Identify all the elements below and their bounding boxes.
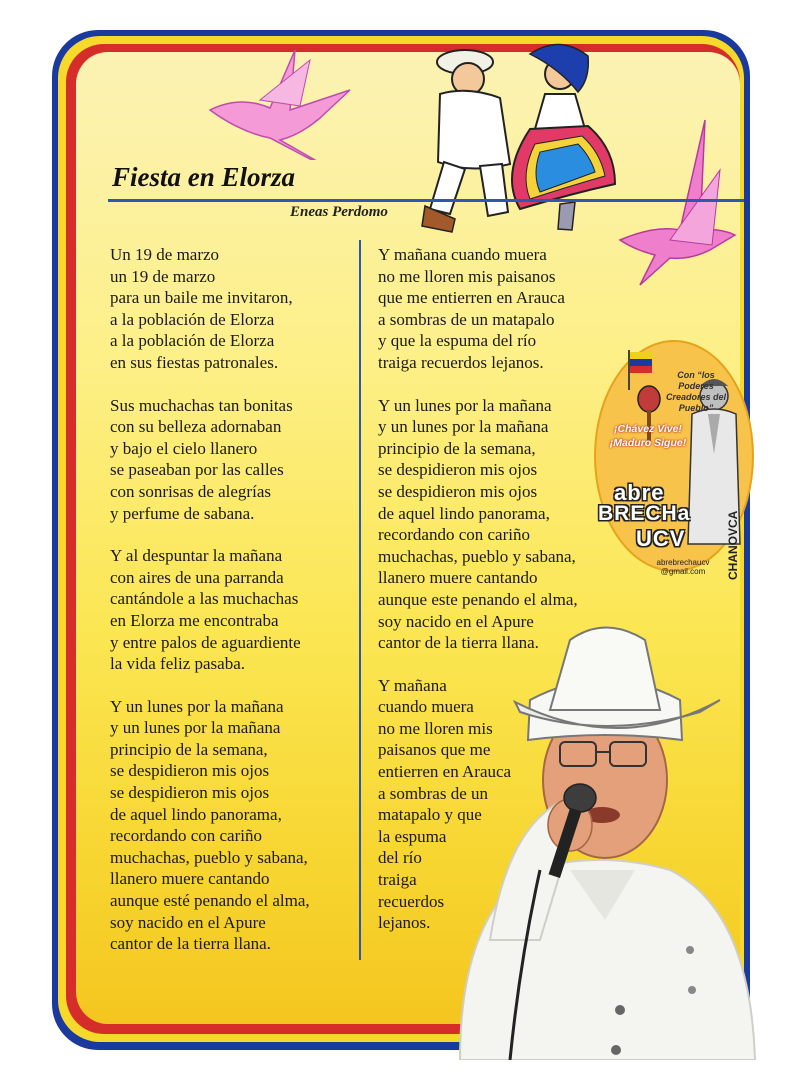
poem-line: se despidieron mis ojos: [110, 783, 270, 803]
stanza: [378, 395, 618, 654]
poem-line: no me lloren mis: [378, 718, 493, 738]
poem-line: un 19 de marzo: [110, 266, 216, 286]
stanza: [378, 244, 618, 374]
poem-line: matapalo y que: [378, 805, 482, 825]
poem-line: cantor de la tierra llana.: [110, 934, 271, 954]
poem-line: en Elorza me encontraba: [110, 610, 279, 630]
poem-line: a sombras de un: [378, 783, 489, 803]
poem-line: muchachas, pueblo y sabana,: [110, 847, 308, 867]
poem-line: principio de la semana,: [378, 438, 536, 458]
pink-bird-icon: [200, 40, 370, 160]
poem-line: la espuma: [378, 826, 447, 846]
poem-line: se despidieron mis ojos: [110, 761, 270, 781]
poem-line: principio de la semana,: [110, 739, 268, 759]
poem-line: y bajo el cielo llanero: [110, 438, 258, 458]
singer-photo: [420, 620, 760, 1060]
poem-line: con su belleza adornaban: [110, 417, 282, 437]
badge-slogan-2: ¡Maduro Sigue!: [609, 437, 687, 449]
badge-logo-abre: abre: [614, 480, 665, 505]
badge-email-user: abrebrechaucv: [656, 558, 710, 567]
badge-slogans: [600, 422, 696, 450]
poem-line: y un lunes por la mañana: [110, 718, 281, 738]
poem-line: Y al despuntar la mañana: [110, 546, 283, 566]
badge-email: [628, 558, 738, 576]
poem-line: muchachas, pueblo y sabana,: [378, 546, 576, 566]
poem-line: la vida feliz pasaba.: [110, 654, 245, 674]
poem-column-left: [110, 244, 360, 976]
poem-title: Fiesta en Elorza: [112, 162, 296, 192]
poem-line: soy nacido en el Apure: [378, 611, 534, 631]
poem-line: a la población de Elorza: [110, 309, 275, 329]
badge-tagline: Con “los Poderes Creadores del Pueblo”: [665, 370, 727, 413]
poem-line: a la población de Elorza: [110, 331, 275, 351]
badge-email-domain: @gmail.com: [660, 567, 706, 576]
poem-line: traiga: [378, 870, 417, 890]
poem-line: con aires de una parranda: [110, 567, 284, 587]
poem-line: cantándole a las muchachas: [110, 589, 299, 609]
poem-line: cuando muera: [378, 697, 474, 717]
poem-line: no me lloren mis paisanos: [378, 266, 556, 286]
badge-logo-brecha: BRECHa: [598, 502, 691, 525]
stanza: [110, 244, 360, 374]
poem-line: que me entierren en Arauca: [378, 288, 565, 308]
dancing-couple-illustration: [410, 34, 640, 234]
poem-line: entierren en Arauca: [378, 762, 512, 782]
poem-line: aunque esté penando el alma,: [110, 891, 310, 911]
stanza: [110, 395, 360, 525]
badge-slogan-1: ¡Chávez Vive!: [614, 423, 682, 435]
poem-line: y que la espuma del río: [378, 331, 537, 351]
poem-line: soy nacido en el Apure: [110, 912, 266, 932]
poem-line: para un baile me invitaron,: [110, 288, 293, 308]
stanza: [110, 696, 360, 955]
poem-line: aunque este penando el alma,: [378, 589, 578, 609]
poem-line: traiga recuerdos lejanos.: [378, 352, 544, 372]
poem-line: Sus muchachas tan bonitas: [110, 395, 293, 415]
poem-line: Y mañana: [378, 675, 447, 695]
poem-line: Y un lunes por la mañana: [378, 395, 552, 415]
poem-line: llanero muere cantando: [378, 568, 538, 588]
poem-line: Y un lunes por la mañana: [110, 696, 284, 716]
poem-line: se despidieron mis ojos: [378, 460, 538, 480]
poem-line: recordando con cariño: [110, 826, 262, 846]
poem-line: en sus fiestas patronales.: [110, 352, 279, 372]
poem-line: y perfume de sabana.: [110, 503, 255, 523]
poem-line: se paseaban por las calles: [110, 460, 284, 480]
poem-author: Eneas Perdomo: [290, 204, 388, 220]
poem-line: de aquel lindo panorama,: [378, 503, 550, 523]
poem-line: y entre palos de aguardiente: [110, 632, 301, 652]
poem-line: del río: [378, 848, 422, 868]
poem-line: se despidieron mis ojos: [378, 481, 538, 501]
poem-line: lejanos.: [378, 913, 431, 933]
vertical-credit: CHANOVCA: [726, 510, 740, 580]
poem-line: y un lunes por la mañana: [378, 417, 549, 437]
poem-line: Un 19 de marzo: [110, 245, 220, 264]
poem-line: recordando con cariño: [378, 525, 530, 545]
poem-line: cantor de la tierra llana.: [378, 633, 539, 653]
poem-line: llanero muere cantando: [110, 869, 270, 889]
poem-line: con sonrisas de alegrías: [110, 481, 271, 501]
poem-line: paisanos que me: [378, 740, 491, 760]
poem-line: recuerdos: [378, 891, 445, 911]
stanza: [110, 545, 360, 675]
title-underline: [108, 199, 744, 202]
poem-line: a sombras de un matapalo: [378, 309, 555, 329]
poem-line: Y mañana cuando muera: [378, 245, 547, 264]
poem-line: de aquel lindo panorama,: [110, 804, 282, 824]
badge-logo-ucv: UCV: [636, 526, 686, 551]
